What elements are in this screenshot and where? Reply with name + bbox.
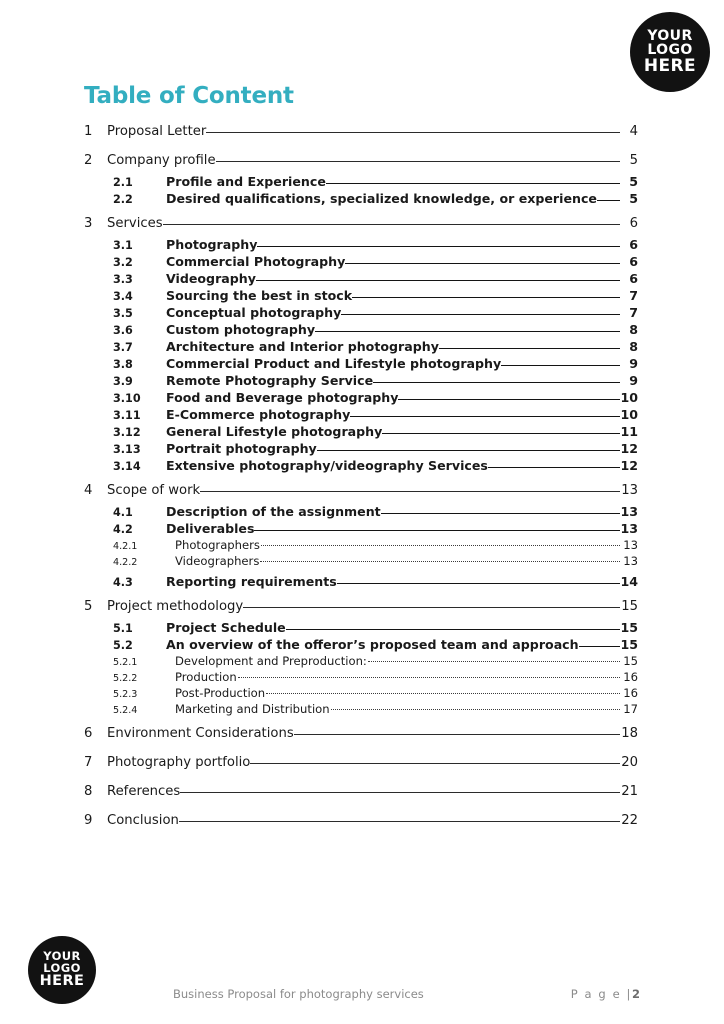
- toc-leader: [488, 457, 620, 470]
- toc-leader: [257, 236, 620, 249]
- toc-entry-label: Commercial Product and Lifestyle photography: [166, 355, 502, 371]
- toc-entry-page-number: 16: [623, 685, 638, 700]
- toc-entry-label: Remote Photography Service: [166, 372, 374, 388]
- toc-entry-page-number: 11: [620, 423, 638, 439]
- toc-entry-number: 7: [84, 755, 93, 771]
- toc-entry-page-number: 12: [620, 440, 638, 456]
- toc-entry[interactable]: [84, 173, 638, 190]
- toc-leader: [260, 553, 620, 565]
- toc-entry-label: General Lifestyle photography: [166, 423, 383, 439]
- toc-entry-page-number: 17: [623, 701, 638, 716]
- toc-entry-number: 5.2: [113, 638, 133, 652]
- toc-entry[interactable]: [84, 669, 638, 685]
- toc-entry-number: 5.2.1: [113, 656, 138, 668]
- toc-entry-number: 5: [84, 599, 93, 615]
- toc-entry[interactable]: [84, 636, 638, 653]
- toc-entry-label: Photography: [166, 236, 258, 252]
- logo-line-1: YOUR: [647, 28, 693, 45]
- toc-leader: [180, 782, 620, 795]
- toc-leader: [317, 440, 620, 453]
- logo-line-2: LOGO: [43, 960, 81, 975]
- toc-entry-number: 4.3: [113, 575, 133, 589]
- toc-entry-label: Videography: [166, 270, 256, 286]
- toc-entry[interactable]: [84, 573, 638, 590]
- toc-entry-page-number: 10: [620, 406, 638, 422]
- toc-leader: [315, 321, 620, 334]
- toc-entry[interactable]: [84, 753, 638, 775]
- toc-entry-page-number: 13: [623, 537, 638, 552]
- toc-entry[interactable]: [84, 782, 638, 804]
- logo-line-2: LOGO: [647, 42, 693, 59]
- toc-entry-page-number: 6: [629, 216, 638, 232]
- toc-entry-label: Post-Production: [175, 685, 266, 700]
- toc-entry-page-number: 13: [620, 520, 638, 536]
- toc-entry[interactable]: [84, 811, 638, 833]
- toc-entry[interactable]: [84, 423, 638, 440]
- toc-entry-number: 3.9: [113, 374, 133, 388]
- toc-entry-label: Photography portfolio: [107, 755, 251, 771]
- toc-entry-number: 5.2.4: [113, 704, 138, 716]
- toc-entry-label: Custom photography: [166, 321, 316, 337]
- toc-entry-number: 4.2.1: [113, 540, 138, 552]
- toc-entry[interactable]: [84, 321, 638, 338]
- toc-leader: [341, 304, 620, 317]
- toc-entry-number: 3.6: [113, 323, 133, 337]
- toc-entry[interactable]: [84, 685, 638, 701]
- toc-entry-page-number: 9: [629, 372, 638, 388]
- toc-entry[interactable]: [84, 355, 638, 372]
- toc-entry-label: Conclusion: [107, 813, 179, 829]
- toc-entry-number: 2: [84, 153, 93, 169]
- toc-entry[interactable]: [84, 236, 638, 253]
- toc-entry-label: Scope of work: [107, 483, 201, 499]
- toc-entry-label: Extensive photography/videography Services: [166, 457, 488, 473]
- toc-entry-page-number: 6: [629, 270, 638, 286]
- toc-leader: [286, 619, 620, 632]
- toc-leader: [256, 270, 620, 283]
- toc-entry-page-number: 13: [620, 503, 638, 519]
- toc-entry-page-number: 20: [621, 755, 638, 771]
- toc-entry-page-number: 15: [620, 619, 638, 635]
- toc-entry-label: Desired qualifications, specialized knowledge, or experience: [166, 190, 597, 206]
- toc-entry[interactable]: [84, 619, 638, 636]
- toc-leader: [200, 481, 620, 494]
- toc-entry[interactable]: [84, 653, 638, 669]
- toc-entry-label: Commercial Photography: [166, 253, 346, 269]
- toc-entry-number: 9: [84, 813, 93, 829]
- toc-leader: [439, 338, 620, 351]
- logo-line-3: HERE: [39, 973, 85, 990]
- toc-entry-label: Project methodology: [107, 599, 244, 615]
- toc-entry-page-number: 14: [620, 573, 638, 589]
- toc-leader: [243, 597, 620, 610]
- toc-entry[interactable]: [84, 597, 638, 619]
- toc-leader: [163, 214, 620, 227]
- header-logo-placeholder: [630, 12, 710, 92]
- toc-entry[interactable]: [84, 304, 638, 321]
- toc-entry[interactable]: [84, 537, 638, 553]
- toc-entry-page-number: 13: [623, 553, 638, 568]
- toc-leader: [398, 389, 620, 402]
- toc-leader: [373, 372, 620, 385]
- toc-entry[interactable]: [84, 406, 638, 423]
- toc-entry[interactable]: [84, 253, 638, 270]
- toc-entry[interactable]: [84, 440, 638, 457]
- toc-entry[interactable]: [84, 270, 638, 287]
- toc-entry-label: Services: [107, 216, 163, 232]
- toc-entry-label: Reporting requirements: [166, 573, 337, 589]
- toc-entry[interactable]: [84, 190, 638, 207]
- toc-entry-page-number: 15: [620, 636, 638, 652]
- toc-entry-page-number: 7: [629, 304, 638, 320]
- toc-entry-label: Sourcing the best in stock: [166, 287, 353, 303]
- toc-entry-number: 3.1: [113, 238, 133, 252]
- toc-leader: [238, 669, 620, 681]
- toc-entry[interactable]: [84, 338, 638, 355]
- toc-entry-page-number: 21: [621, 784, 638, 800]
- toc-entry[interactable]: [84, 372, 638, 389]
- toc-entry-page-number: 8: [629, 338, 638, 354]
- toc-leader: [597, 190, 620, 203]
- footer-logo-placeholder: [28, 936, 96, 1004]
- toc-entry[interactable]: [84, 389, 638, 406]
- toc-entry-label: Marketing and Distribution: [175, 701, 330, 716]
- toc-entry[interactable]: [84, 701, 638, 717]
- toc-entry-page-number: 7: [629, 287, 638, 303]
- toc-entry-label: Videographers: [175, 553, 260, 568]
- toc-entry-page-number: 8: [629, 321, 638, 337]
- toc-entry-number: 2.2: [113, 192, 133, 206]
- toc-leader: [352, 287, 620, 300]
- toc-entry-number: 3.14: [113, 459, 141, 473]
- toc-entry-number: 3.8: [113, 357, 133, 371]
- toc-entry-label: Portrait photography: [166, 440, 317, 456]
- toc-entry-number: 6: [84, 726, 93, 742]
- toc-entry-label: Company profile: [107, 153, 216, 169]
- toc-entry-label: References: [107, 784, 181, 800]
- toc-entry-label: Production: [175, 669, 237, 684]
- toc-entry-number: 5.2.2: [113, 672, 138, 684]
- toc-entry-number: 3: [84, 216, 93, 232]
- toc-entry-number: 3.12: [113, 425, 141, 439]
- toc-entry-page-number: 18: [621, 726, 638, 742]
- toc-entry-label: Proposal Letter: [107, 124, 207, 140]
- footer-page-indicator: [571, 987, 640, 1001]
- toc-entry-label: E-Commerce photography: [166, 406, 351, 422]
- toc-entry-number: 4: [84, 483, 93, 499]
- toc-leader: [294, 724, 620, 737]
- toc-leader: [382, 423, 620, 436]
- toc-entry-number: 4.1: [113, 505, 133, 519]
- toc-entry-number: 3.3: [113, 272, 133, 286]
- toc-entry-label: Profile and Experience: [166, 173, 326, 189]
- toc-entry-number: 8: [84, 784, 93, 800]
- footer-page-label: P a g e |: [570, 987, 632, 1001]
- toc-leader: [345, 253, 620, 266]
- toc-leader: [254, 520, 620, 533]
- toc-entry-number: 5.2.3: [113, 688, 138, 700]
- toc-leader: [579, 636, 620, 649]
- toc-entry-page-number: 13: [621, 483, 638, 499]
- toc-entry[interactable]: [84, 724, 638, 746]
- toc-entry[interactable]: [84, 520, 638, 537]
- toc-entry[interactable]: [84, 287, 638, 304]
- toc-entry-page-number: 10: [620, 389, 638, 405]
- toc-entry[interactable]: [84, 457, 638, 474]
- toc-entry[interactable]: [84, 481, 638, 503]
- toc-entry-label: Food and Beverage photography: [166, 389, 399, 405]
- toc-entry[interactable]: [84, 503, 638, 520]
- toc-entry-page-number: 5: [629, 153, 638, 169]
- toc-entry-label: Architecture and Interior photography: [166, 338, 439, 354]
- toc-leader: [337, 573, 620, 586]
- toc-leader: [331, 701, 620, 713]
- table-of-contents: [84, 115, 638, 833]
- toc-entry-label: Environment Considerations: [107, 726, 294, 742]
- toc-entry-number: 4.2.2: [113, 556, 138, 568]
- toc-entry-page-number: 16: [623, 669, 638, 684]
- toc-entry-label: Conceptual photography: [166, 304, 342, 320]
- toc-entry-page-number: 5: [629, 173, 638, 189]
- footer-document-title: Business Proposal for photography services: [173, 987, 424, 1001]
- toc-entry-number: 3.2: [113, 255, 133, 269]
- toc-leader: [216, 151, 620, 164]
- toc-leader: [250, 753, 620, 766]
- toc-entry-number: 4.2: [113, 522, 133, 536]
- toc-entry-page-number: 6: [629, 236, 638, 252]
- toc-leader: [261, 537, 620, 549]
- footer-page-number: 2: [631, 987, 640, 1001]
- toc-entry-number: 2.1: [113, 175, 133, 189]
- toc-entry-label: Description of the assignment: [166, 503, 381, 519]
- toc-entry-page-number: 15: [623, 653, 638, 668]
- toc-entry-label: Photographers: [175, 537, 260, 552]
- toc-entry-number: 3.4: [113, 289, 133, 303]
- toc-entry-label: Development and Preproduction:: [175, 653, 367, 668]
- logo-line-1: YOUR: [43, 948, 81, 963]
- toc-entry-page-number: 5: [629, 190, 638, 206]
- toc-leader: [326, 173, 620, 186]
- toc-leader: [501, 355, 620, 368]
- toc-entry[interactable]: [84, 553, 638, 569]
- toc-entry-number: 3.7: [113, 340, 133, 354]
- toc-leader: [381, 503, 620, 516]
- toc-leader: [179, 811, 620, 824]
- logo-line-3: HERE: [643, 55, 697, 76]
- toc-entry-label: An overview of the offeror’s proposed team and approach: [166, 636, 579, 652]
- page-title: Table of Content: [84, 83, 294, 109]
- toc-entry-page-number: 22: [621, 813, 638, 829]
- toc-entry-page-number: 4: [629, 124, 638, 140]
- toc-entry-number: 3.10: [113, 391, 141, 405]
- toc-entry-number: 3.13: [113, 442, 141, 456]
- toc-entry-label: Deliverables: [166, 520, 255, 536]
- toc-entry-label: Project Schedule: [166, 619, 286, 635]
- toc-entry-number: 3.11: [113, 408, 141, 422]
- toc-leader: [350, 406, 620, 419]
- toc-entry[interactable]: [84, 214, 638, 236]
- toc-entry[interactable]: [84, 151, 638, 173]
- toc-leader: [368, 653, 620, 665]
- toc-entry-number: 3.5: [113, 306, 133, 320]
- toc-leader: [206, 122, 620, 135]
- toc-entry-page-number: 15: [621, 599, 638, 615]
- toc-entry-number: 5.1: [113, 621, 133, 635]
- toc-entry-number: 1: [84, 124, 93, 140]
- toc-entry-page-number: 9: [629, 355, 638, 371]
- toc-entry-page-number: 12: [620, 457, 638, 473]
- toc-entry-page-number: 6: [629, 253, 638, 269]
- toc-entry[interactable]: [84, 122, 638, 144]
- toc-leader: [266, 685, 620, 697]
